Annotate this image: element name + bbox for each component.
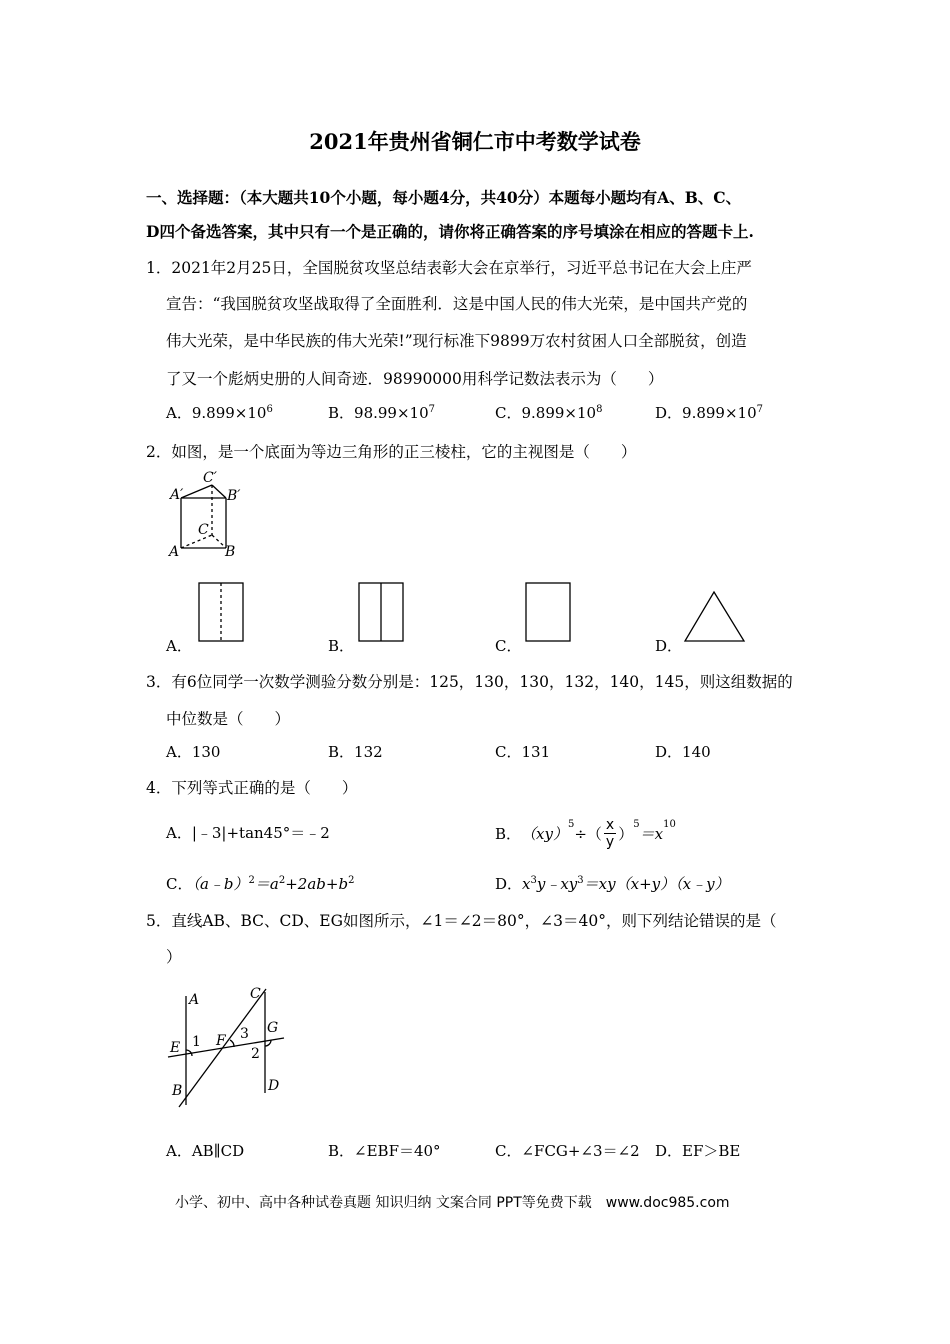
label-3: 3: [240, 1026, 249, 1042]
q5-line1: 5．直线AB、BC、CD、EG如图所示，∠1＝∠2＝80°，∠3＝40°，则下列结论错误的是（: [146, 912, 777, 930]
q1-option-c: C．$9.899\times 10^8$: [495, 404, 603, 422]
q3-option-c: C．131: [495, 743, 551, 761]
label-g: G: [267, 1020, 279, 1036]
label-b: B: [172, 1083, 183, 1099]
prism-figure: [166, 468, 256, 564]
q4-option-d: D．$x^3y﹣xy^3=xy(x+y)(x﹣y)$: [495, 875, 730, 893]
q2-option-d-figure: [683, 590, 747, 644]
q1-option-b: B．$98.99\times 10^7$: [328, 404, 436, 422]
q3-option-b: B．132: [328, 743, 383, 761]
q3-option-d: D．140: [655, 743, 711, 761]
q2-option-d-label: D．: [655, 637, 683, 655]
label-2: 2: [251, 1046, 260, 1062]
q5-option-a: A．AB∥CD: [166, 1142, 245, 1160]
q5-option-b: B．∠EBF＝40°: [328, 1142, 441, 1160]
q4-text: 4．下列等式正确的是（ ）: [146, 779, 358, 797]
fraction-x-over-y: x y: [605, 816, 615, 850]
prism-edge-a1c1: [181, 485, 212, 498]
q3-line1: 3．有6位同学一次数学测验分数分别是：125，130，130，132，140，145，则这组数据的: [146, 673, 793, 691]
q1-option-d: D．$9.899\times 10^7$: [655, 404, 764, 422]
q1-line2: 宣告：“我国脱贫攻坚战取得了全面胜利．这是中国人民的伟大光荣，是中国共产党的: [166, 295, 748, 313]
q3-option-a: A．130: [166, 743, 221, 761]
label-c: C: [250, 986, 261, 1002]
lines-figure: [164, 980, 294, 1110]
q1-line3: 伟大光荣，是中华民族的伟大光荣!”现行标准下9899万农村贫困人口全部脱贫，创造: [166, 332, 747, 350]
q5-option-d: D．EF＞BE: [655, 1142, 741, 1160]
section-heading-line2: D四个备选答案，其中只有一个是正确的，请你将正确答案的序号填涂在相应的答题卡上.: [146, 222, 754, 241]
label-b-prime: B′: [227, 488, 241, 504]
q2-option-b-figure: [358, 582, 406, 644]
label-b: B: [225, 544, 236, 560]
q3-line2: 中位数是（ ）: [166, 710, 291, 728]
label-c-prime: C′: [203, 470, 217, 486]
label-1: 1: [192, 1034, 201, 1050]
q4-option-b: B． （xy） $^5$ ÷（ x y ） $^5$ ＝x $^{10}$: [495, 816, 676, 850]
q4-option-a: A．|﹣3|+tan45°＝﹣2: [166, 824, 330, 842]
q4-option-c: C．$(a﹣b)^2=a^2+2ab+b^2$: [166, 875, 355, 893]
label-c: C: [198, 522, 209, 538]
label-a: A: [189, 992, 200, 1008]
label-d: D: [268, 1078, 280, 1094]
q2-option-b-label: B．: [328, 637, 355, 655]
q2-text: 2．如图，是一个底面为等边三角形的正三棱柱，它的主视图是（ ）: [146, 443, 637, 461]
q1-line4: 了又一个彪炳史册的人间奇迹．98990000用科学记数法表示为（ ）: [166, 370, 664, 388]
label-a: A: [169, 544, 180, 560]
q1-line1: 1．2021年2月25日，全国脱贫攻坚总结表彰大会在京举行，习近平总书记在大会上庄严: [146, 259, 752, 277]
q5-option-c: C．∠FCG+∠3＝∠2: [495, 1142, 640, 1160]
label-f: F: [216, 1033, 226, 1049]
q2-option-c-figure: [525, 582, 573, 644]
q2-option-c-label: C．: [495, 637, 522, 655]
q2-option-a-label: A．: [166, 637, 192, 655]
q2-option-a-figure: [198, 582, 246, 644]
page-title: 2021年贵州省铜仁市中考数学试卷: [309, 129, 641, 154]
label-e: E: [170, 1040, 181, 1056]
label-a-prime: A′: [170, 487, 184, 503]
q1-option-a: A．$9.899\times 10^6$: [166, 404, 273, 422]
section-heading-line1: 一、选择题：（本大题共10个小题，每小题4分，共40分）本题每小题均有A、B、C、: [146, 188, 742, 207]
footer-text: 小学、初中、高中各种试卷真题 知识归纳 文案合同 PPT等免费下载 www.doc985.com: [175, 1195, 730, 1211]
prism-edge-c1b1: [212, 485, 226, 498]
q5-line2: ）: [166, 948, 182, 966]
